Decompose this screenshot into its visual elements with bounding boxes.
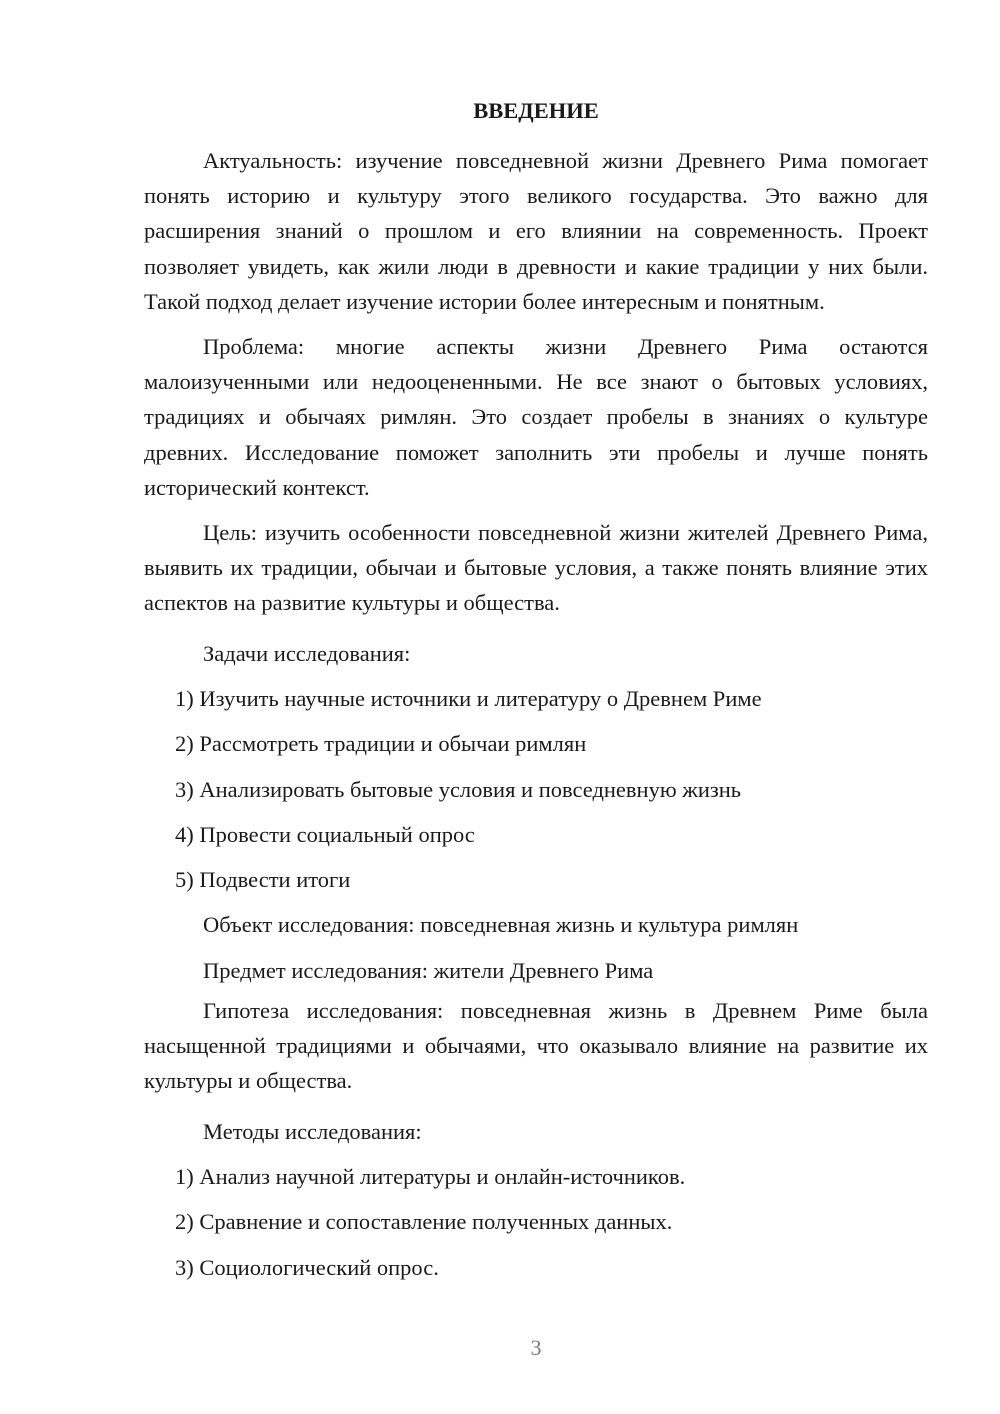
method-item: 1) Анализ научной литературы и онлайн-источников.: [175, 1163, 686, 1189]
relevance-paragraph: Актуальность: изучение повседневной жизни Древнего Рима помогает понять историю и культуру этого великого государства. Это важно для расширения знаний о прошлом и его влиянии на современность. Проект позволяет увидеть, как жили люди в древности и какие традиции у них были. Такой подход делает изучение истории более интересным и понятным.: [144, 148, 928, 314]
page-title: ВВЕДЕНИЕ: [473, 98, 599, 123]
research-subject: Предмет исследования: жители Древнего Рима: [203, 957, 654, 983]
methods-heading: Методы исследования:: [203, 1118, 422, 1144]
hypothesis-paragraph: Гипотеза исследования: повседневная жизнь в Древнем Риме была насыщенной традициями и обычаями, что оказывало влияние на развитие их культуры и общества.: [144, 998, 928, 1094]
page-content: [144, 143, 928, 1290]
method-item: 3) Социологический опрос.: [175, 1254, 439, 1280]
task-item: 4) Провести социальный опрос: [175, 821, 475, 847]
task-item: 3) Анализировать бытовые условия и повседневную жизнь: [175, 776, 742, 802]
tasks-heading: Задачи исследования:: [203, 640, 411, 666]
page-number: 3: [530, 1335, 542, 1360]
task-item: 2) Рассмотреть традиции и обычаи римлян: [175, 731, 587, 757]
research-object: Объект исследования: повседневная жизнь и культура римлян: [203, 912, 799, 938]
problem-paragraph: Проблема: многие аспекты жизни Древнего Рима остаются малоизученными или недооцененными. Не все знают о бытовых условиях, традициях и обычаях римлян. Это создает пробелы в знаниях о культуре древних. Исследование поможет заполнить эти пробелы и лучше понять исторический контекст.: [144, 334, 928, 500]
goal-paragraph: Цель: изучить особенности повседневной жизни жителей Древнего Рима, выявить их традиции, обычаи и бытовые условия, а также понять влияние этих аспектов на развитие культуры и общества.: [144, 520, 928, 616]
method-item: 2) Сравнение и сопоставление полученных данных.: [175, 1209, 673, 1235]
task-item: 1) Изучить научные источники и литературу о Древнем Риме: [175, 685, 762, 711]
task-item: 5) Подвести итоги: [175, 867, 351, 893]
